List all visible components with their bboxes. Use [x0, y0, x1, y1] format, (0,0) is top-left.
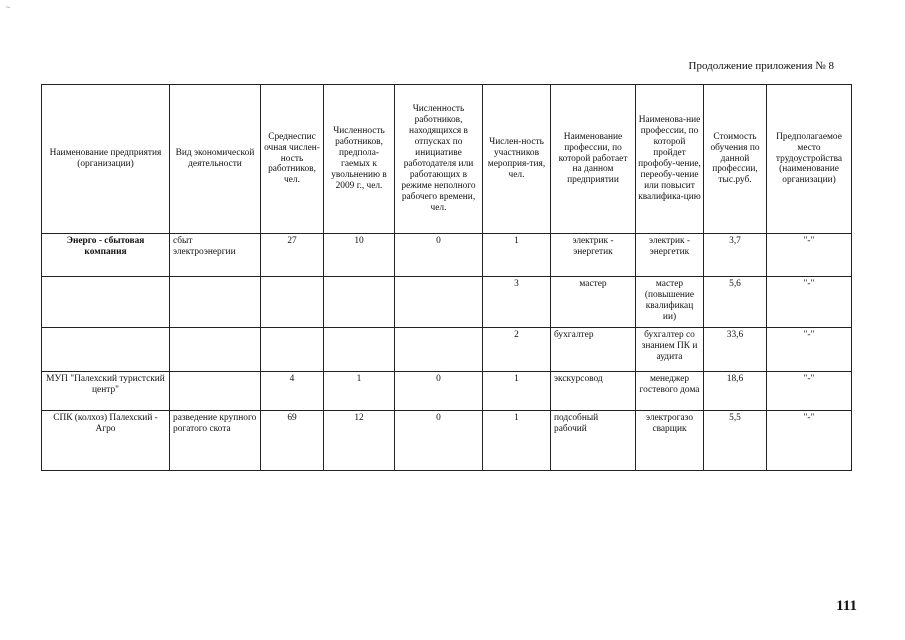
cell-dismiss [324, 328, 395, 372]
header-training-profession: Наименова-ние профессии, по которой пройдет профобу-чение, переобу-чение или повысит квалифика-цию [636, 85, 704, 234]
table-row [42, 328, 852, 372]
header-participants: Числен-ность участников мероприя-тия, чел. [483, 85, 551, 234]
continuation-note: Продолжение приложения № 8 [688, 60, 834, 72]
cell-dismiss: 10 [324, 234, 395, 277]
header-current-profession: Наименование профессии, по которой работает на данном предприятии [551, 85, 636, 234]
header-placement: Предполагаемое место трудоустройства (наименование организации) [767, 85, 852, 234]
cell-leave [395, 277, 483, 328]
table-row [42, 411, 852, 471]
header-activity: Вид экономической деятельности [170, 85, 261, 234]
cell-current-prof: экскурсовод [551, 372, 636, 411]
cell-avg [261, 277, 324, 328]
page-number: 111 [836, 598, 857, 614]
cell-activity: сбыт электроэнергии [170, 234, 261, 277]
cell-org [42, 277, 170, 328]
cell-place: "-" [767, 328, 852, 372]
header-leave: Численность работников, находящихся в отпусках по инициативе работодателя или работающих в режиме неполного рабочего времени, чел. [395, 85, 483, 234]
cell-train-prof: электрик - энергетик [636, 234, 704, 277]
cell-cost: 18,6 [704, 372, 767, 411]
header-cost: Стоимость обучения по данной профессии, тыс.руб. [704, 85, 767, 234]
cell-train-prof: бухгалтер со знанием ПК и аудита [636, 328, 704, 372]
cell-activity: разведение крупного рогатого скота [170, 411, 261, 471]
cell-cost: 33,6 [704, 328, 767, 372]
cell-place: "-" [767, 372, 852, 411]
cell-place: "-" [767, 234, 852, 277]
cell-current-prof: мастер [551, 277, 636, 328]
cell-train-prof: менеджер гостевого дома [636, 372, 704, 411]
cell-avg [261, 328, 324, 372]
cell-leave: 0 [395, 234, 483, 277]
cell-org: СПК (колхоз) Палехский - Агро [42, 411, 170, 471]
cell-place: "-" [767, 411, 852, 471]
cell-activity [170, 328, 261, 372]
cell-org: Энерго - сбытовая компания [42, 234, 170, 277]
cell-train-prof: электрогазо сварщик [636, 411, 704, 471]
cell-participants: 2 [483, 328, 551, 372]
cell-cost: 5,6 [704, 277, 767, 328]
cell-participants: 1 [483, 411, 551, 471]
cell-participants: 1 [483, 372, 551, 411]
cell-participants: 1 [483, 234, 551, 277]
corner-mark: ~ [6, 3, 11, 12]
cell-activity [170, 277, 261, 328]
cell-leave [395, 328, 483, 372]
cell-dismiss: 12 [324, 411, 395, 471]
cell-place: "-" [767, 277, 852, 328]
cell-avg: 69 [261, 411, 324, 471]
cell-participants: 3 [483, 277, 551, 328]
cell-current-prof: подсобный рабочий [551, 411, 636, 471]
header-row [42, 85, 852, 234]
cell-dismiss: 1 [324, 372, 395, 411]
table-row [42, 234, 852, 277]
header-dismissals: Численность работников, предпола-гаемых к увольнению в 2009 г., чел. [324, 85, 395, 234]
cell-activity [170, 372, 261, 411]
header-org: Наименование предприятия (организации) [42, 85, 170, 234]
cell-avg: 27 [261, 234, 324, 277]
cell-cost: 5,5 [704, 411, 767, 471]
cell-train-prof: мастер (повышение квалификац ии) [636, 277, 704, 328]
cell-leave: 0 [395, 372, 483, 411]
header-avg-headcount: Среднеспис очная числен-ность работников, чел. [261, 85, 324, 234]
table-row [42, 372, 852, 411]
cell-leave: 0 [395, 411, 483, 471]
employment-table [41, 84, 852, 471]
cell-cost: 3,7 [704, 234, 767, 277]
cell-avg: 4 [261, 372, 324, 411]
cell-dismiss [324, 277, 395, 328]
table-row [42, 277, 852, 328]
cell-org: МУП "Палехский туристский центр" [42, 372, 170, 411]
cell-org [42, 328, 170, 372]
cell-current-prof: электрик - энергетик [551, 234, 636, 277]
cell-current-prof: бухгалтер [551, 328, 636, 372]
